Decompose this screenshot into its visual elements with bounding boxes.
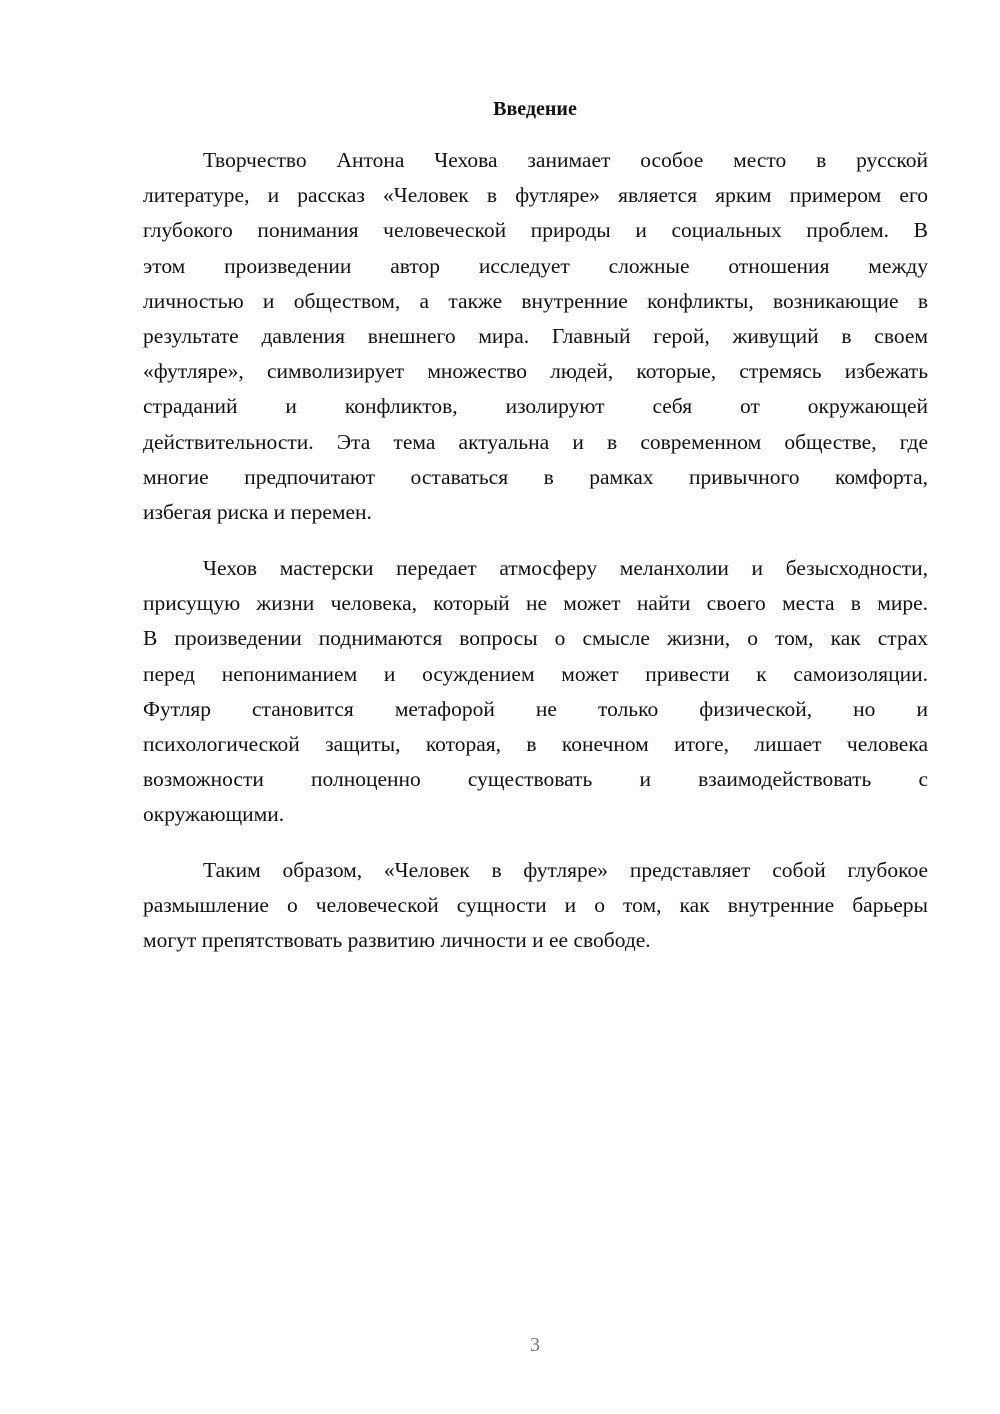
text-line: этом произведении автор исследует сложные отношения между <box>143 253 928 278</box>
paragraph-1 <box>143 143 928 530</box>
paragraph-2 <box>143 551 928 833</box>
text-line: страданий и конфликтов, изолируют себя от окружающей <box>143 394 928 419</box>
text-line: размышление о человеческой сущности и о том, как внутренние барьеры <box>143 893 928 918</box>
text-line: личностью и обществом, а также внутренние конфликты, возникающие в <box>143 288 928 313</box>
text-line: действительности. Эта тема актуальна и в современном обществе, где <box>143 429 928 454</box>
text-line: Творчество Антона Чехова занимает особое место в русской <box>203 148 928 172</box>
text-line: Футляр становится метафорой не только физической, но и <box>143 696 928 721</box>
text-line: возможности полноценно существовать и взаимодействовать с <box>143 767 928 792</box>
text-line: В произведении поднимаются вопросы о смысле жизни, о том, как страх <box>143 626 928 651</box>
text-line: присущую жизни человека, который не может найти своего места в мире. <box>143 591 928 616</box>
paragraph-3 <box>143 853 928 959</box>
text-line: психологической защиты, которая, в конечном итоге, лишает человека <box>143 731 928 756</box>
text-line: литературе, и рассказ «Человек в футляре» является ярким примером его <box>143 183 928 208</box>
text-line: Чехов мастерски передает атмосферу меланхолии и безысходности, <box>203 556 928 580</box>
text-line: Таким образом, «Человек в футляре» представляет собой глубокое <box>203 858 928 882</box>
text-line: могут препятствовать развитию личности и ее свободе. <box>143 928 651 953</box>
text-line: «футляре», символизирует множество людей, которые, стремясь избежать <box>143 359 928 384</box>
section-title: Введение <box>493 98 577 120</box>
text-line: избегая риска и перемен. <box>143 499 372 524</box>
text-line: перед непониманием и осуждением может привести к самоизоляции. <box>143 661 928 686</box>
page-number: 3 <box>530 1334 540 1356</box>
text-line: окружающими. <box>143 802 285 827</box>
text-line: глубокого понимания человеческой природы и социальных проблем. В <box>143 218 928 243</box>
text-line: многие предпочитают оставаться в рамках привычного комфорта, <box>143 464 928 489</box>
text-line: результате давления внешнего мира. Главный герой, живущий в своем <box>143 323 928 348</box>
